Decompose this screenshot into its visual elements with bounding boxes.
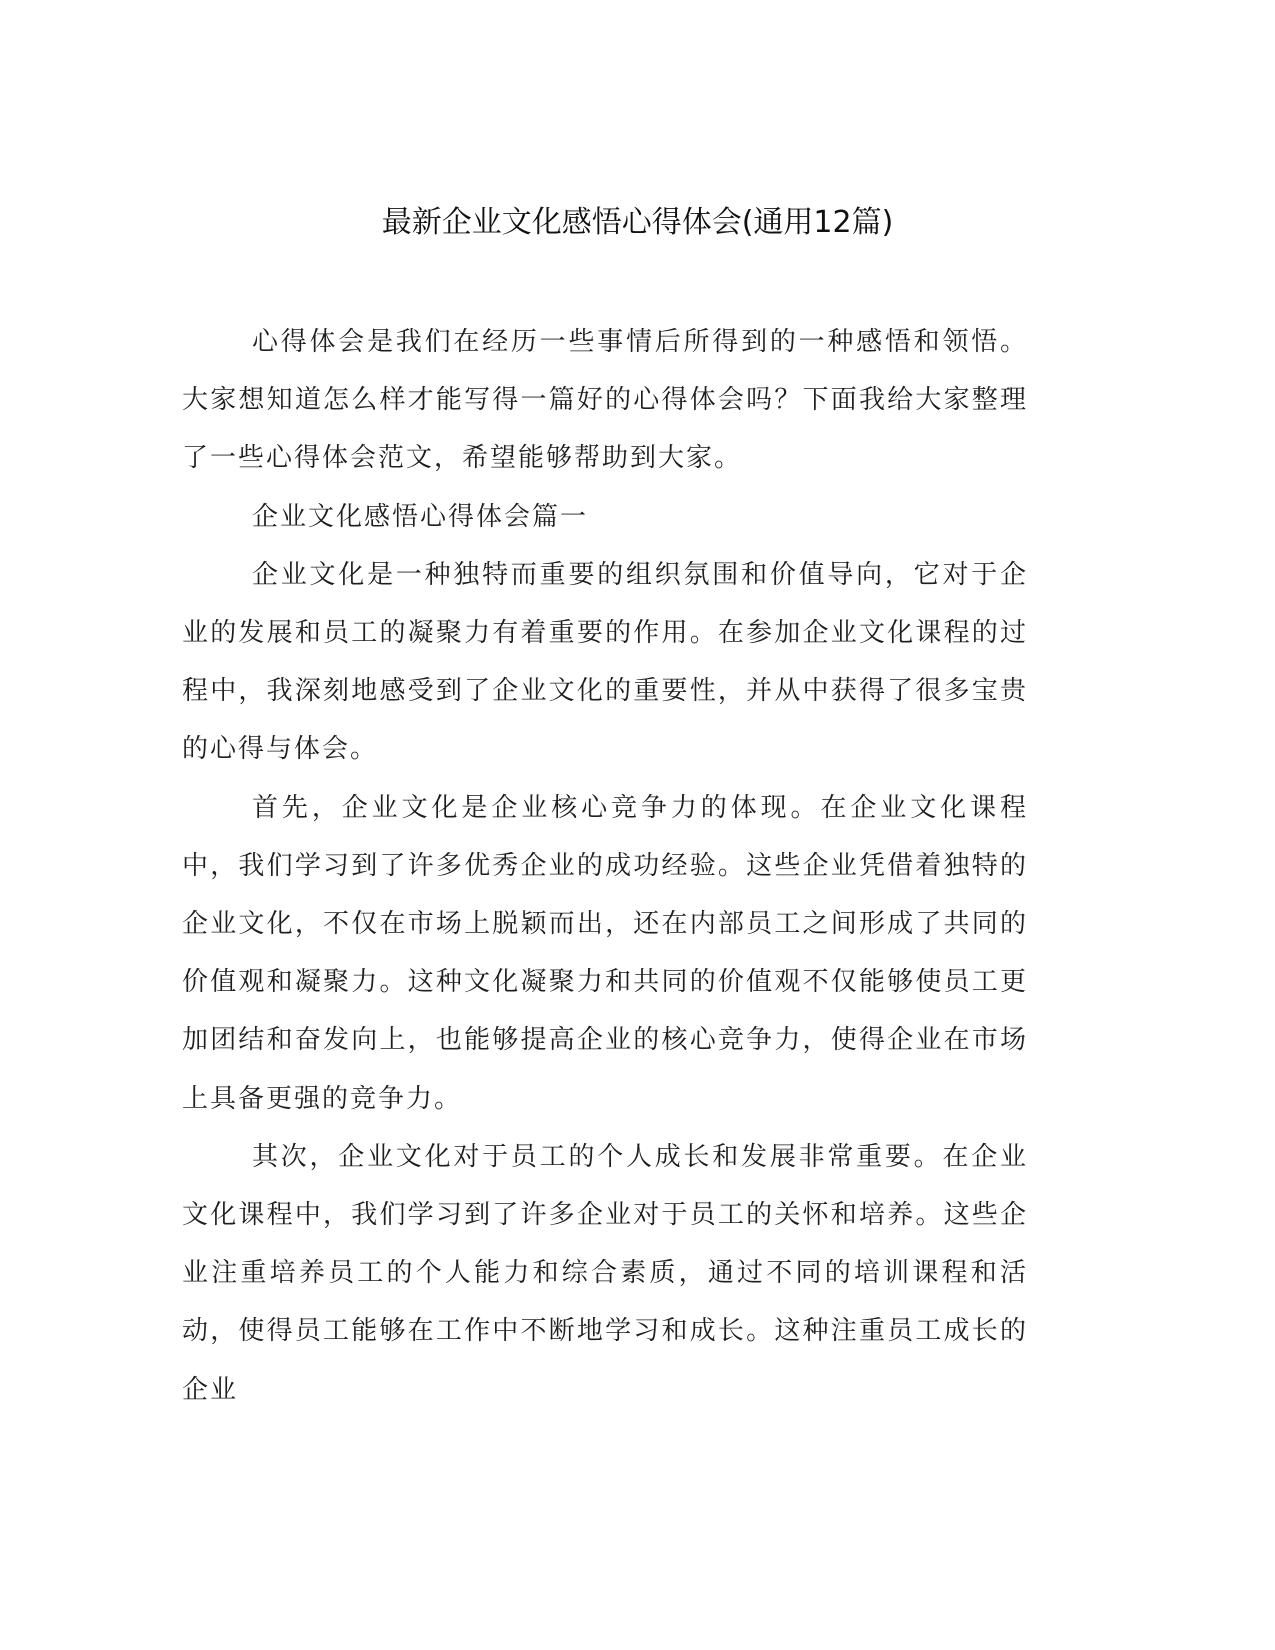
paragraph-culture-definition: 企业文化是一种独特而重要的组织氛围和价值导向，它对于企业的发展和员工的凝聚力有着重要的作用。在参加企业文化课程的过程中，我深刻地感受到了企业文化的重要性，并从中获得了很多宝贵的心得与体会。: [182, 559, 1028, 765]
section-heading-part-one: 企业文化感悟心得体会篇一: [252, 501, 589, 532]
paragraph-first-point: 首先，企业文化是企业核心竞争力的体现。在企业文化课程中，我们学习到了许多优秀企业的成功经验。这些企业凭借着独特的企业文化，不仅在市场上脱颖而出，还在内部员工之间形成了共同的价值观和凝聚力。这种文化凝聚力和共同的价值观不仅能够使员工更加团结和奋发向上，也能够提高企业的核心竞争力，使得企业在市场上具备更强的竞争力。: [182, 792, 1028, 1114]
document-body: [182, 313, 1028, 1419]
document-title: 最新企业文化感悟心得体会(通用12篇): [381, 205, 894, 240]
paragraph-intro: 心得体会是我们在经历一些事情后所得到的一种感悟和领悟。大家想知道怎么样才能写得一篇好的心得体会吗？下面我给大家整理了一些心得体会范文，希望能够帮助到大家。: [182, 327, 1028, 474]
paragraph-second-point: 其次，企业文化对于员工的个人成长和发展非常重要。在企业文化课程中，我们学习到了许多企业对于员工的关怀和培养。这些企业注重培养员工的个人能力和综合素质，通过不同的培训课程和活动，使得员工能够在工作中不断地学习和成长。这种注重员工成长的企业: [182, 1141, 1028, 1405]
